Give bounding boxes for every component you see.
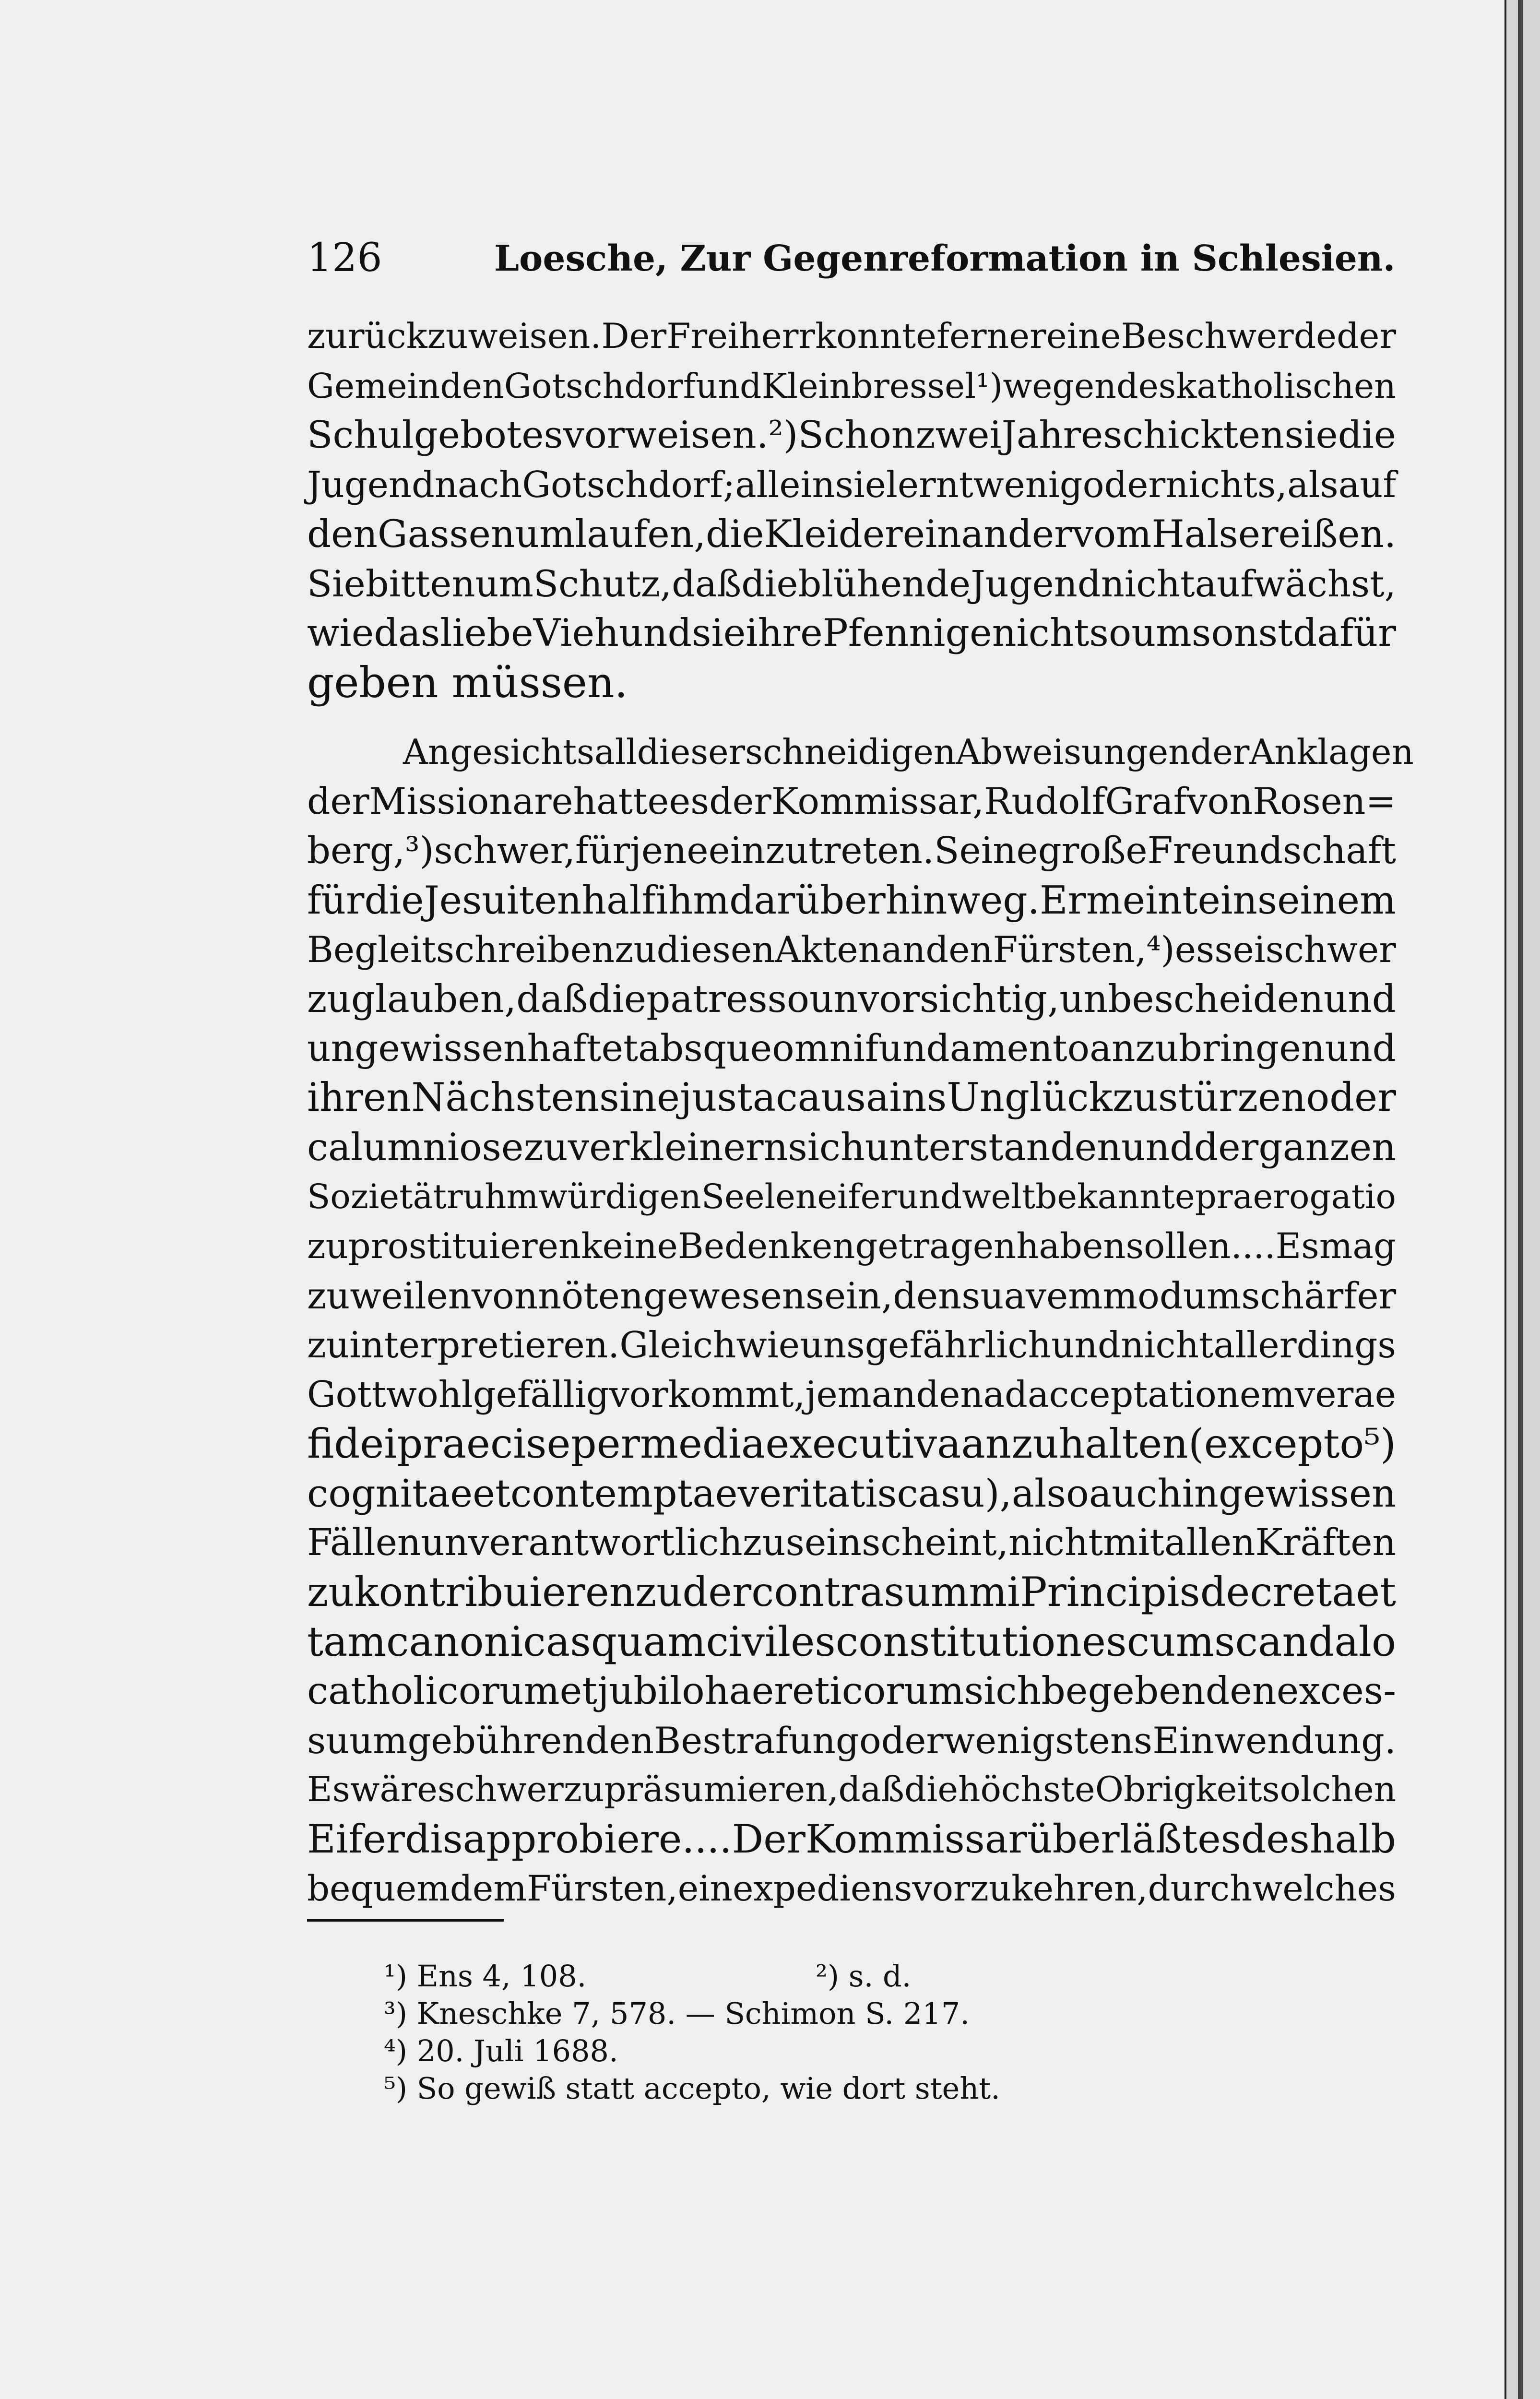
text-line: Fällen unverantwortlich zu sein scheint, nicht mit allen Kräften xyxy=(307,1521,1396,1564)
text-line: zu glauben, daß die patres so unvorsichtig, unbescheiden und xyxy=(307,977,1396,1021)
text-line: Jugend nach Gotschdorf; allein sie lernt wenig oder nichts, als auf xyxy=(307,464,1396,506)
footnote-row xyxy=(384,2032,1199,2070)
text-line: Schulgebotes vorweisen.²) Schon zwei Jahre schickten sie die xyxy=(307,414,1396,457)
text-line: den Gassen umlaufen, die Kleider einander vom Halse reißen. xyxy=(307,512,1396,556)
footnote-1: ¹) Ens 4, 108. xyxy=(384,1959,587,1994)
running-head xyxy=(307,226,1396,293)
text-line: Gott wohlgefällig vorkommt, jemanden ad acceptationem verae xyxy=(307,1374,1396,1415)
text-line: berg,³) schwer, für jene einzutreten. Seine große Freundschaft xyxy=(307,830,1396,872)
text-line: Eifer disapprobiere. ... Der Kommissar überläßt es deshalb xyxy=(307,1817,1396,1862)
text-line: der Missionare hatte es der Kommissar, Rudolf Graf von Rosen= xyxy=(307,780,1397,822)
text-line: zu interpretieren. Gleichwie uns gefährlich und nicht allerdings xyxy=(307,1324,1396,1366)
text-line: ihren Nächsten sine justa causa ins Unglück zu stürzen oder xyxy=(307,1075,1396,1120)
text-line: zurückzuweisen. Der Freiherr konnte ferner eine Beschwerde der xyxy=(307,316,1396,356)
footnotes xyxy=(384,1958,1199,2107)
text-line: cognitae et contemptae veritatis casu), also auch in gewissen xyxy=(307,1471,1396,1516)
text-line: Angesichts all dieser schneidigen Abweisungen der Anklagen xyxy=(403,732,1414,772)
footnote-row xyxy=(384,1958,1199,1995)
text-line: zu kontribuieren zu der contra summi Principis decreta et xyxy=(307,1568,1396,1615)
page-number: 126 xyxy=(307,235,382,281)
text-line: calumniose zu verkleinern sich unterstanden und der ganzen xyxy=(307,1125,1396,1169)
running-title: Loesche, Zur Gegenreformation in Schlesien. xyxy=(494,238,1396,279)
paragraph-1 xyxy=(307,312,1396,707)
text-line: suum gebührenden Bestrafung oder wenigstens Einwendung. xyxy=(307,1719,1396,1762)
body-text xyxy=(307,312,1414,1913)
text-line: Begleitschreiben zu diesen Akten an den Fürsten,⁴) es sei schwer xyxy=(307,929,1396,971)
footnote-row xyxy=(384,1995,1199,2032)
text-line: geben müssen. xyxy=(307,658,628,707)
footnote-5: ⁵) So gewiß statt accepto, wie dort steht. xyxy=(384,2071,1000,2106)
text-line: für die Jesuiten half ihm darüber hinweg. Er meinte in seinem xyxy=(307,878,1396,923)
text-line: tam canonicas quam civiles constitutiones cum scandalo xyxy=(307,1618,1396,1665)
text-line: Sozietät ruhmwürdigen Seeleneifer und weltbekannte praerogatio xyxy=(307,1177,1396,1216)
text-line: bequem dem Fürsten, ein expediens vorzukehren, durch welches xyxy=(307,1868,1396,1909)
book-edge xyxy=(1504,0,1540,2399)
text-line: wie das liebe Vieh und sie ihre Pfennige nicht so umsonst dafür xyxy=(307,611,1396,655)
text-line: Sie bitten um Schutz, daß die blühende Jugend nicht aufwächst, xyxy=(307,562,1396,605)
footnote-3: ³) Kneschke 7, 578. — Schimon S. 217. xyxy=(384,1996,970,2031)
text-line: fidei praecise per media executiva anzuhalten (excepto⁵) xyxy=(307,1420,1396,1467)
text-line: catholicorum et jubilo haereticorum sich begebenden exces- xyxy=(307,1669,1396,1713)
text-line: Gemeinden Gotschdorf und Kleinbressel¹) wegen des katholischen xyxy=(307,366,1396,406)
text-line: ungewissenhaft et absque omni fundamento anzubringen und xyxy=(307,1027,1396,1070)
footnote-separator xyxy=(307,1919,504,1922)
footnote-4: ⁴) 20. Juli 1688. xyxy=(384,2033,618,2068)
text-line: zu prostituieren keine Bedenken getragen haben sollen. ... Es mag xyxy=(307,1226,1396,1267)
paragraph-2 xyxy=(307,727,1414,1913)
footnote-2: ²) s. d. xyxy=(816,1959,912,1994)
text-line: Es wäre schwer zu präsumieren, daß die höchste Obrigkeit solchen xyxy=(307,1770,1397,1810)
footnote-row xyxy=(384,2070,1199,2107)
text-line: zuweilen vonnöten gewesen sein, den suavem modum schärfer xyxy=(307,1274,1397,1317)
